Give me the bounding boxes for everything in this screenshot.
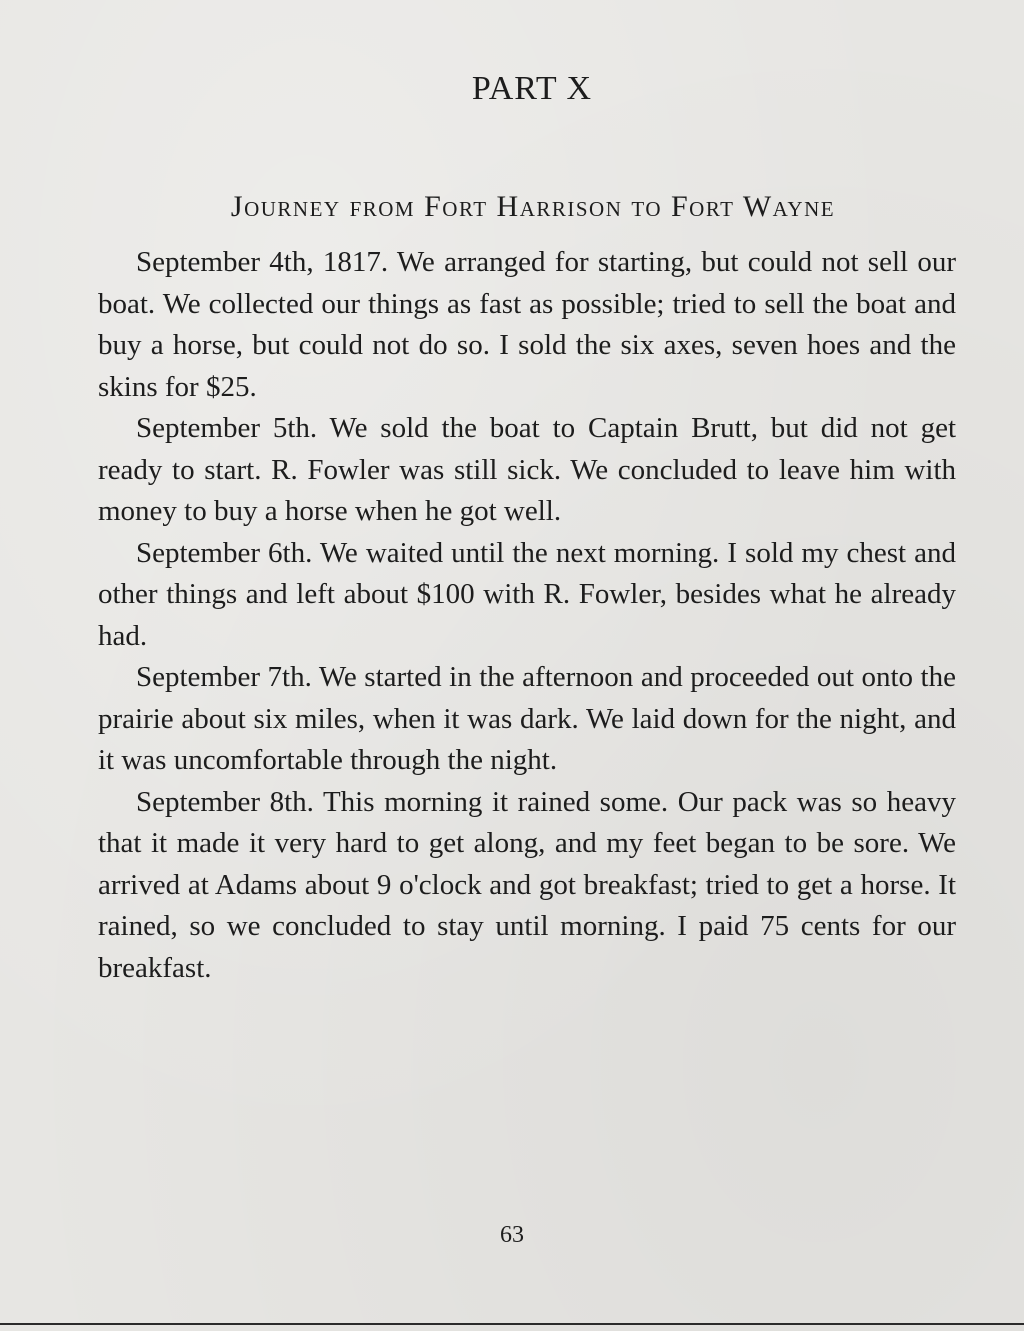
body-text xyxy=(98,242,956,989)
paragraph-sept-5: September 5th. We sold the boat to Captain Brutt, but did not get ready to start. R. Fowler was still sick. We concluded to leave him with money to buy a horse when he got well. xyxy=(98,412,956,527)
paragraph-sept-4: September 4th, 1817. We arranged for starting, but could not sell our boat. We collected our things as fast as possible; tried to sell the boat and buy a horse, but could not do so. I sold the six axes, seven hoes and the skins for $25. xyxy=(98,246,956,403)
chapter-title: Journey from Fort Harrison to Fort Wayne xyxy=(230,190,836,223)
paragraph-sept-7: September 7th. We started in the afternoon and proceeded out onto the prairie about six miles, when it was dark. We laid down for the night, and it was uncomfortable through the night. xyxy=(98,661,956,776)
paragraph-sept-8: September 8th. This morning it rained some. Our pack was so heavy that it made it very hard to get along, and my feet began to be sore. We arrived at Adams about 9 o'clock and got breakfast; tried to get a horse. It rained, so we concluded to stay until morning. I paid 75 cents for our breakfast. xyxy=(98,785,956,984)
part-heading: PART X xyxy=(471,70,593,107)
page-number: 63 xyxy=(500,1222,524,1248)
page-bottom-edge xyxy=(0,1323,1024,1325)
paragraph-sept-6: September 6th. We waited until the next morning. I sold my chest and other things and left about $100 with R. Fowler, besides what he already had. xyxy=(98,536,956,652)
